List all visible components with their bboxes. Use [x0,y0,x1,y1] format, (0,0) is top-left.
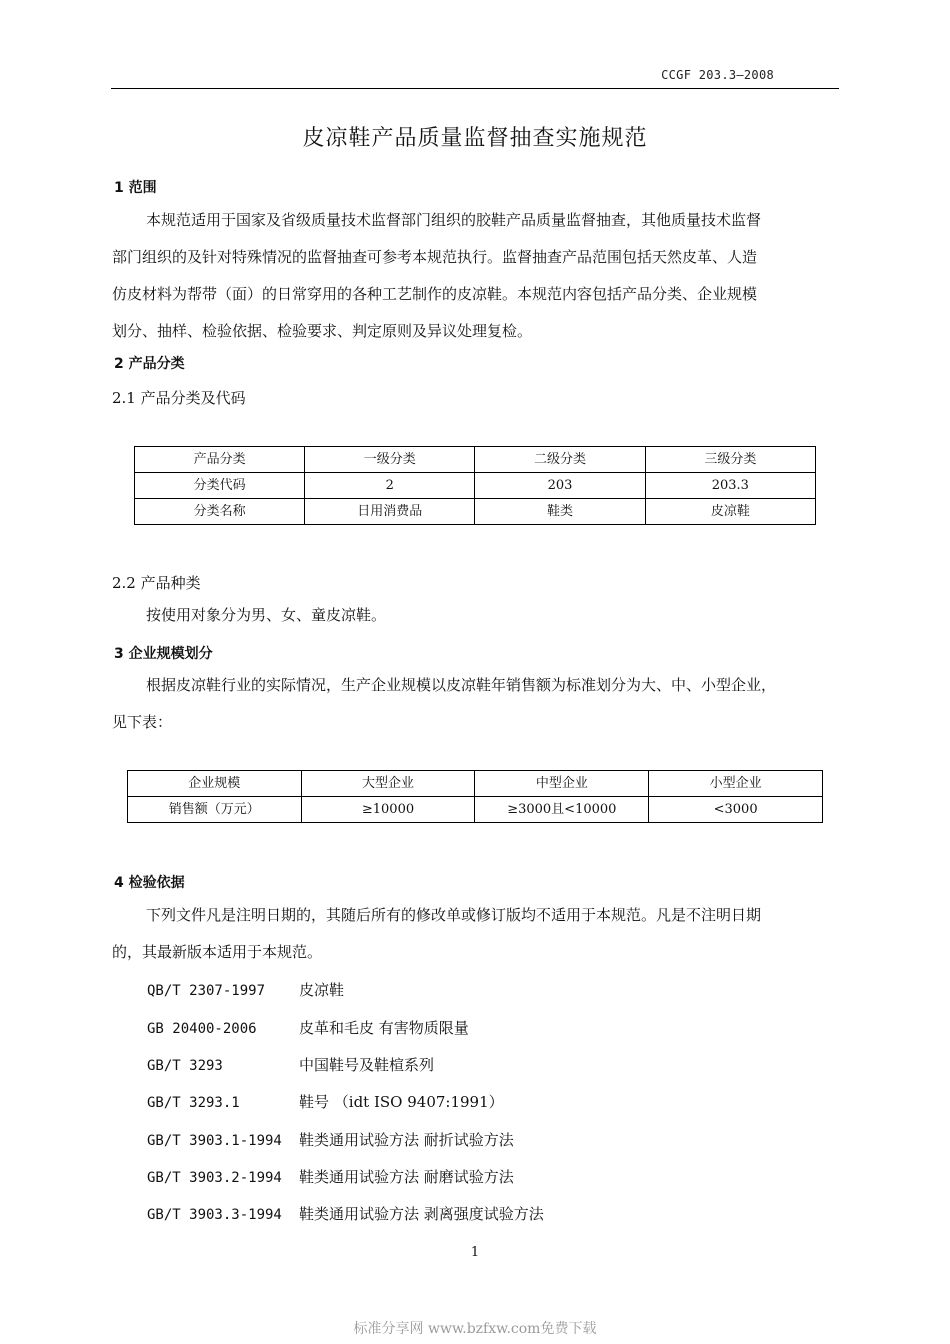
table-cell: 分类名称 [135,499,305,525]
table-cell: 一级分类 [305,447,475,473]
reference-title: 鞋号 （idt ISO 9407:1991） [299,1093,504,1111]
table-cell: 203.3 [645,473,815,499]
reference-code: GB/T 3293.1 [147,1095,240,1111]
table-cell: 2 [305,473,475,499]
table-cell: 小型企业 [649,771,823,797]
section-1-heading: 1 范围 [114,180,157,196]
reference-code: GB/T 3903.3-1994 [147,1207,282,1223]
table-row [128,797,823,823]
paragraph-line: 的，其最新版本适用于本规范。 [112,943,323,961]
table-cell: 产品分类 [135,447,305,473]
paragraph-line: 部门组织的及针对特殊情况的监督抽查可参考本规范执行。监督抽查产品范围包括天然皮革、人造 [112,248,758,266]
reference-item [147,1054,434,1075]
section-2-2-paragraph [112,597,840,634]
table-cell: 日用消费品 [305,499,475,525]
table-row [135,447,816,473]
paragraph-line: 根据皮凉鞋行业的实际情况，生产企业规模以皮凉鞋年销售额为标准划分为大、中、小型企业， [146,676,777,694]
reference-item [147,1091,504,1112]
section-1-paragraph [112,202,840,350]
table-cell: ≥3000且<10000 [475,797,649,823]
table-cell: 三级分类 [645,447,815,473]
table-row [128,771,823,797]
page-number: 1 [470,1245,480,1260]
standard-code: CCGF 203.3—2008 [661,68,774,82]
reference-code: QB/T 2307-1997 [147,983,266,999]
reference-item [147,1203,544,1224]
paragraph-line: 下列文件凡是注明日期的，其随后所有的修改单或修订版均不适用于本规范。凡是不注明日期 [146,906,762,924]
watermark: 标准分享网 www.bzfxw.com免费下载 [353,1321,597,1337]
paragraph-line: 见下表： [112,713,173,731]
reference-item [147,979,344,1000]
table-cell: 203 [475,473,645,499]
reference-item [147,1017,469,1038]
enterprise-scale-table [127,770,823,823]
paragraph-line: 仿皮材料为帮带（面）的日常穿用的各种工艺制作的皮凉鞋。本规范内容包括产品分类、企业规模 [112,285,758,303]
table-row [135,473,816,499]
paragraph-line: 划分、抽样、检验依据、检验要求、判定原则及异议处理复检。 [112,322,533,340]
table-cell: ≥10000 [301,797,475,823]
table-cell: 中型企业 [475,771,649,797]
section-2-1-heading: 2.1 产品分类及代码 [112,389,246,407]
table-cell: 企业规模 [128,771,302,797]
section-2-2-heading: 2.2 产品种类 [112,574,201,592]
reference-item [147,1166,514,1187]
reference-item [147,1129,514,1150]
reference-title: 鞋类通用试验方法 耐折试验方法 [299,1131,514,1149]
section-4-heading: 4 检验依据 [114,875,185,891]
reference-title: 中国鞋号及鞋楦系列 [299,1056,435,1074]
paragraph-line: 本规范适用于国家及省级质量技术监督部门组织的胶鞋产品质量监督抽查，其他质量技术监督 [146,211,762,229]
header-divider [111,88,839,89]
table-cell: 鞋类 [475,499,645,525]
reference-title: 皮凉鞋 [299,981,345,999]
reference-code: GB/T 3293 [147,1058,223,1074]
reference-code: GB/T 3903.2-1994 [147,1170,282,1186]
reference-code: GB/T 3903.1-1994 [147,1133,282,1149]
reference-code: GB 20400-2006 [147,1021,257,1037]
table-cell: 皮凉鞋 [645,499,815,525]
reference-title: 鞋类通用试验方法 剥离强度试验方法 [299,1205,544,1223]
table-cell: 二级分类 [475,447,645,473]
reference-title: 皮革和毛皮 有害物质限量 [299,1019,469,1037]
table-row [135,499,816,525]
classification-table [134,446,816,525]
table-cell: 销售额（万元） [128,797,302,823]
section-4-paragraph [112,897,840,971]
section-2-heading: 2 产品分类 [114,356,185,372]
paragraph-line: 按使用对象分为男、女、童皮凉鞋。 [146,606,387,624]
table-cell: <3000 [649,797,823,823]
table-cell: 大型企业 [301,771,475,797]
reference-title: 鞋类通用试验方法 耐磨试验方法 [299,1168,514,1186]
document-title: 皮凉鞋产品质量监督抽查实施规范 [302,126,648,151]
section-3-heading: 3 企业规模划分 [114,646,213,662]
table-cell: 分类代码 [135,473,305,499]
section-3-paragraph [112,667,840,741]
